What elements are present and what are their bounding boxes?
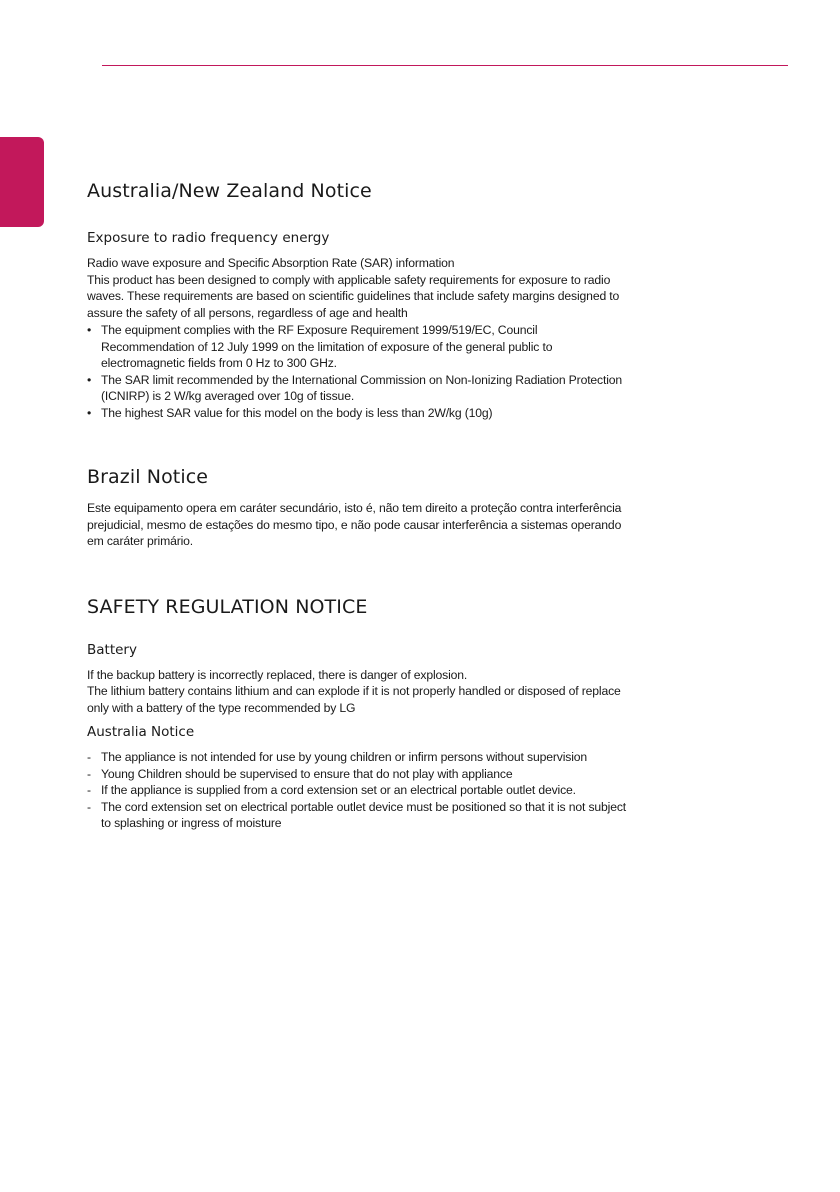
dash-line: If the appliance is supplied from a cord extension set or an electrical portable outlet device. <box>101 783 576 797</box>
paragraph-line: Radio wave exposure and Specific Absorption Rate (SAR) information <box>87 256 455 270</box>
sar-bullet-list <box>87 322 667 421</box>
paragraph-line: waves. These requirements are based on scientific guidelines that include safety margins designed to <box>87 289 620 303</box>
header-rule <box>102 65 788 66</box>
dash-line: The appliance is not intended for use by young children or infirm persons without supervision <box>101 750 588 764</box>
paragraph-line: only with a battery of the type recommended by LG <box>87 700 356 715</box>
brazil-paragraph <box>87 500 667 550</box>
dash-line: The cord extension set on electrical portable outlet device must be positioned so that it is not subject <box>101 799 627 814</box>
anz-notice-section <box>87 176 667 421</box>
dash-marker: - <box>87 750 91 764</box>
list-item <box>87 749 667 766</box>
paragraph-line: The lithium battery contains lithium and can explode if it is not properly handled or disposed of replace <box>87 684 621 698</box>
bullet-line: Recommendation of 12 July 1999 on the limitation of exposure of the general public to <box>101 339 553 354</box>
list-item <box>87 372 667 405</box>
list-item <box>87 405 667 422</box>
bullet-line: The equipment complies with the RF Exposure Requirement 1999/519/EC, Council <box>101 323 538 337</box>
bullet-line: The highest SAR value for this model on the body is less than 2W/kg (10g) <box>101 405 493 420</box>
rf-exposure-subtitle: Exposure to radio frequency energy <box>87 230 330 246</box>
paragraph-line: prejudicial, mesmo de estações do mesmo tipo, e não pode causar interferência a sistemas operando <box>87 517 622 532</box>
safety-regulation-section <box>87 592 667 832</box>
anz-notice-title: Australia/New Zealand Notice <box>87 180 372 202</box>
dash-marker: - <box>87 783 91 797</box>
paragraph-line: em caráter primário. <box>87 534 194 548</box>
language-side-tab <box>0 137 44 227</box>
bullet-line: The SAR limit recommended by the International Commission on Non-Ionizing Radiation Protection <box>101 372 623 387</box>
australia-dash-list <box>87 749 667 832</box>
list-item <box>87 322 667 372</box>
paragraph-line: assure the safety of all persons, regardless of age and health <box>87 305 408 320</box>
dash-marker: - <box>87 766 91 781</box>
safety-regulation-title: SAFETY REGULATION NOTICE <box>87 595 368 618</box>
dash-marker: - <box>87 799 91 814</box>
bullet-line: electromagnetic fields from 0 Hz to 300 GHz. <box>101 356 337 370</box>
anz-paragraph <box>87 255 667 321</box>
list-item <box>87 782 667 799</box>
paragraph-line: Este equipamento opera em caráter secundário, isto é, não tem direito a proteção contra interferência <box>87 501 622 515</box>
list-item <box>87 766 667 783</box>
page-content <box>87 176 667 832</box>
bullet-marker: • <box>87 323 92 337</box>
dash-line: to splashing or ingress of moisture <box>101 816 282 830</box>
bullet-marker: • <box>87 372 92 387</box>
paragraph-line: If the backup battery is incorrectly replaced, there is danger of explosion. <box>87 667 468 682</box>
list-item <box>87 799 667 832</box>
brazil-notice-section <box>87 462 667 550</box>
australia-notice-subtitle: Australia Notice <box>87 724 195 740</box>
brazil-notice-title: Brazil Notice <box>87 466 209 488</box>
bullet-marker: • <box>87 405 92 420</box>
battery-paragraph <box>87 667 667 717</box>
paragraph-line: This product has been designed to comply with applicable safety requirements for exposure to radio <box>87 272 611 287</box>
battery-subtitle: Battery <box>87 641 137 658</box>
bullet-line: (ICNIRP) is 2 W/kg averaged over 10g of tissue. <box>101 389 355 403</box>
dash-line: Young Children should be supervised to ensure that do not play with appliance <box>101 766 513 781</box>
